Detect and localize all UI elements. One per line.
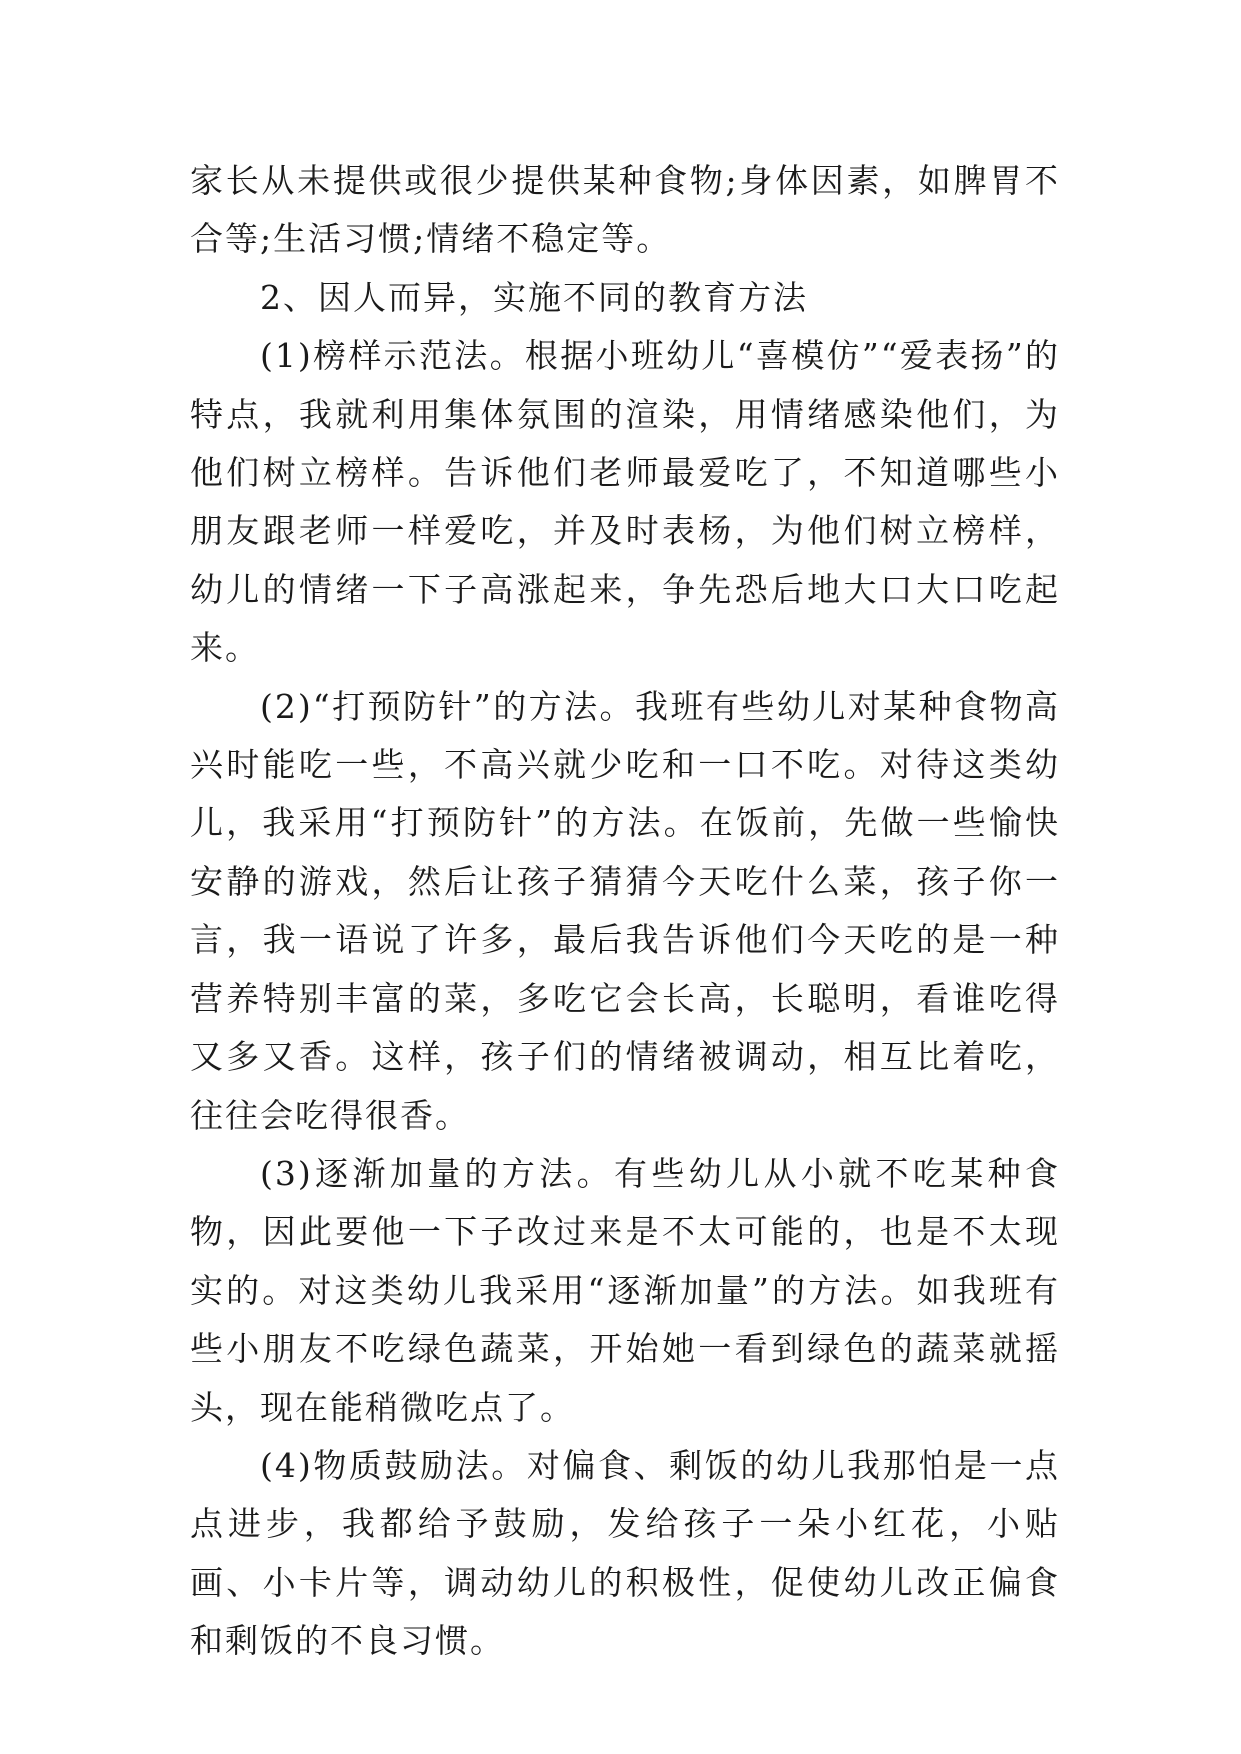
section-heading: 2、因人而异，实施不同的教育方法 <box>260 277 808 317</box>
paragraph-material-reward-method: (4)物质鼓励法。对偏食、剩饭的幼儿我那怕是一点点进步，我都给予鼓励，发给孩子一朵小红花，小贴画、小卡片等，调动幼儿的积极性，促使幼儿改正偏食和剩饭的不良习惯。 <box>190 1445 1060 1661</box>
paragraph-gradual-increase-method: (3)逐渐加量的方法。有些幼儿从小就不吃某种食物，因此要他一下子改过来是不太可能的，也是不太现实的。对这类幼儿我采用“逐渐加量”的方法。如我班有些小朋友不吃绿色蔬菜，开始她一看到绿色的蔬菜就摇头，现在能稍微吃点了。 <box>190 1153 1060 1427</box>
paragraph-prevention-method: (2)“打预防针”的方法。我班有些幼儿对某种食物高兴时能吃一些，不高兴就少吃和一口不吃。对待这类幼儿，我采用“打预防针”的方法。在饭前，先做一些愉快安静的游戏，然后让孩子猜猜今天吃什么菜，孩子你一言，我一语说了许多，最后我告诉他们今天吃的是一种营养特别丰富的菜，多吃它会长高，长聪明，看谁吃得又多又香。这样，孩子们的情绪被调动，相互比着吃，往往会吃得很香。 <box>190 686 1060 1135</box>
document-body <box>190 152 1060 1671</box>
paragraph-role-model-method: (1)榜样示范法。根据小班幼儿“喜模仿”“爱表扬”的特点，我就利用集体氛围的渲染，用情绪感染他们，为他们树立榜样。告诉他们老师最爱吃了，不知道哪些小朋友跟老师一样爱吃，并及时表杨，为他们树立榜样，幼儿的情绪一下子高涨起来，争先恐后地大口大口吃起来。 <box>190 336 1060 668</box>
paragraph-continuation: 家长从未提供或很少提供某种食物;身体因素，如脾胃不合等;生活习惯;情绪不稳定等。 <box>190 161 1060 259</box>
